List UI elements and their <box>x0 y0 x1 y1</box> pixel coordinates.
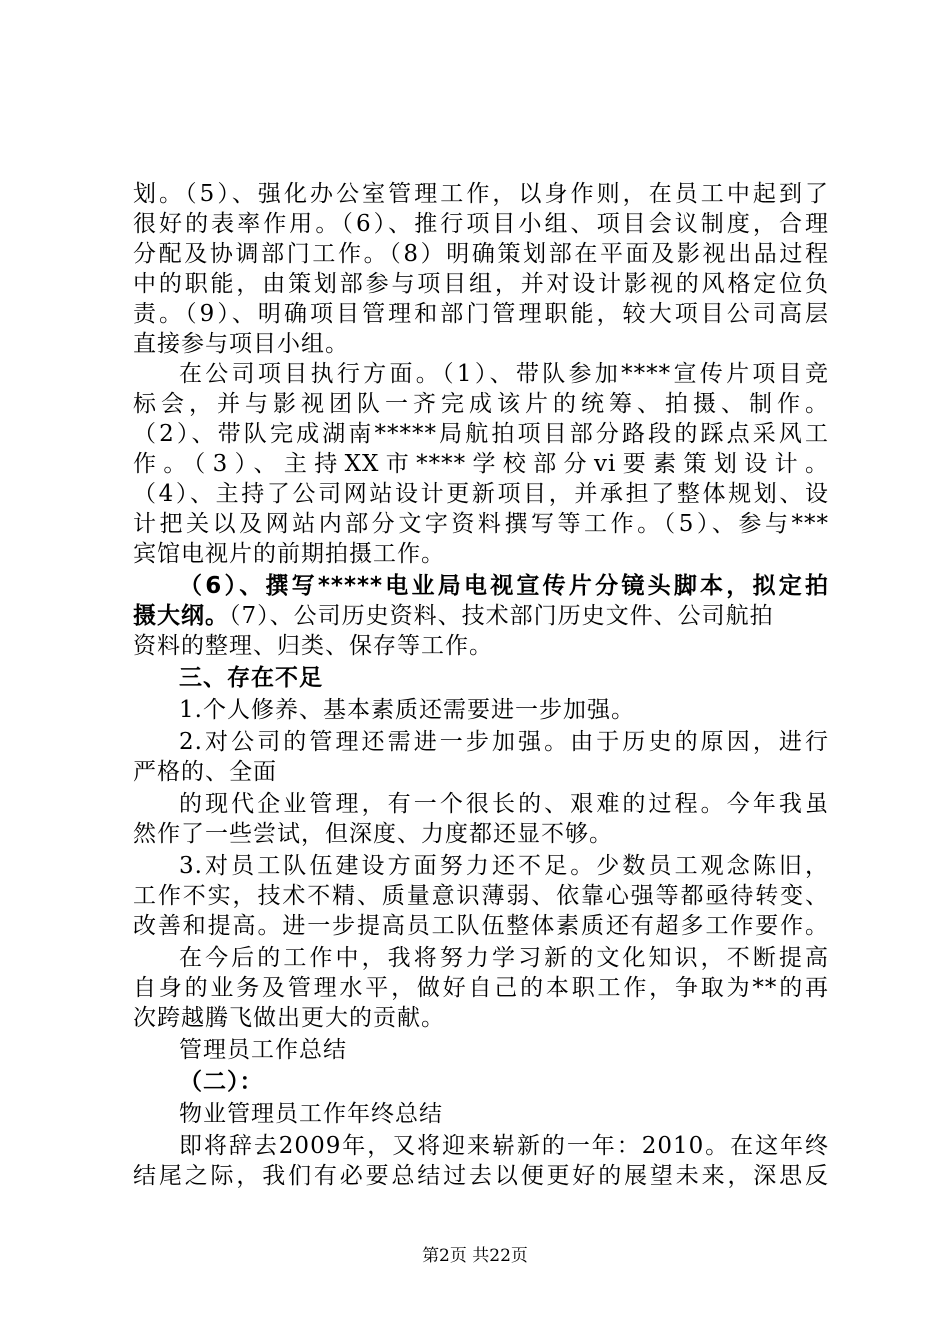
paragraph-line: 改善和提高。进一步提高员工队伍整体素质还有超多工作要作。 <box>133 913 829 939</box>
paragraph-line: 作。（3）、主持XX市****学校部分vi要素策划设计。 <box>133 451 829 477</box>
paragraph-line: 在公司项目执行方面。（1）、带队参加****宣传片项目竞 <box>179 361 829 387</box>
regular-text: （7）、公司历史资料、技术部门历史文件、公司航拍 <box>229 603 774 629</box>
paragraph-line: 中的职能，由策划部参与项目组，并对设计影视的风格定位负 <box>133 271 829 297</box>
paragraph-line: 划。（5）、强化办公室管理工作，以身作则，在员工中起到了 <box>133 181 829 207</box>
paragraph-line: 的现代企业管理，有一个很长的、艰难的过程。今年我虽 <box>179 791 829 817</box>
paragraph-line: 然作了一些尝试，但深度、力度都还显不够。 <box>133 821 613 847</box>
list-item: 3.对员工队伍建设方面努力还不足。少数员工观念陈旧， <box>179 853 829 879</box>
list-item: 1.个人修养、基本素质还需要进一步加强。 <box>179 697 635 723</box>
paragraph-line: 结尾之际，我们有必要总结过去以便更好的展望未来，深思反 <box>133 1163 829 1189</box>
paragraph-line: 分配及协调部门工作。（8）明确策划部在平面及影视出品过程 <box>133 241 829 267</box>
page-number-footer: 第2页 共22页 <box>422 1246 528 1266</box>
paragraph-line: 在今后的工作中，我将努力学习新的文化知识，不断提高 <box>179 945 829 971</box>
paragraph-line: 责。（9）、明确项目管理和部门管理职能，较大项目公司高层 <box>133 301 829 327</box>
list-item: 2.对公司的管理还需进一步加强。由于历史的原因，进行 <box>179 729 829 755</box>
paragraph-line: 工作不实，技术不精、质量意识薄弱、依靠心强等都亟待转变、 <box>133 883 829 909</box>
paragraph-line: 标会，并与影视团队一齐完成该片的统筹、拍摄、制作。 <box>133 391 829 417</box>
section-title: 管理员工作总结 <box>179 1037 347 1063</box>
paragraph-line: （2）、带队完成湖南*****局航拍项目部分路段的踩点采风工 <box>133 421 829 447</box>
paragraph-line: 很好的表率作用。（6）、推行项目小组、项目会议制度，合理 <box>133 211 829 237</box>
bold-text: 摄大纲。 <box>133 603 229 629</box>
paragraph-line: 计把关以及网站内部分文字资料撰写等工作。（5）、参与*** <box>133 511 829 537</box>
paragraph-line: 严格的、全面 <box>133 759 277 785</box>
paragraph-line: 宾馆电视片的前期拍摄工作。 <box>133 541 445 567</box>
section-heading: 三、存在不足 <box>179 665 323 691</box>
paragraph-line: 直接参与项目小组。 <box>133 331 349 357</box>
bold-paragraph-line: （6）、撰写*****电业局电视宣传片分镜头脚本，拟定拍 <box>179 573 829 599</box>
paragraph-line: 自身的业务及管理水平，做好自己的本职工作，争取为**的再 <box>133 975 829 1001</box>
paragraph-line: 次跨越腾飞做出更大的贡献。 <box>133 1005 445 1031</box>
paragraph-line: （4）、主持了公司网站设计更新项目，并承担了整体规划、设 <box>133 481 829 507</box>
paragraph-line: 即将辞去2009年，又将迎来崭新的一年：2010。在这年终 <box>179 1133 829 1159</box>
mixed-paragraph-line <box>133 601 829 631</box>
article-title: 物业管理员工作年终总结 <box>179 1101 443 1127</box>
section-subtitle: （二）： <box>179 1069 264 1095</box>
paragraph-line: 资料的整理、归类、保存等工作。 <box>133 633 493 659</box>
